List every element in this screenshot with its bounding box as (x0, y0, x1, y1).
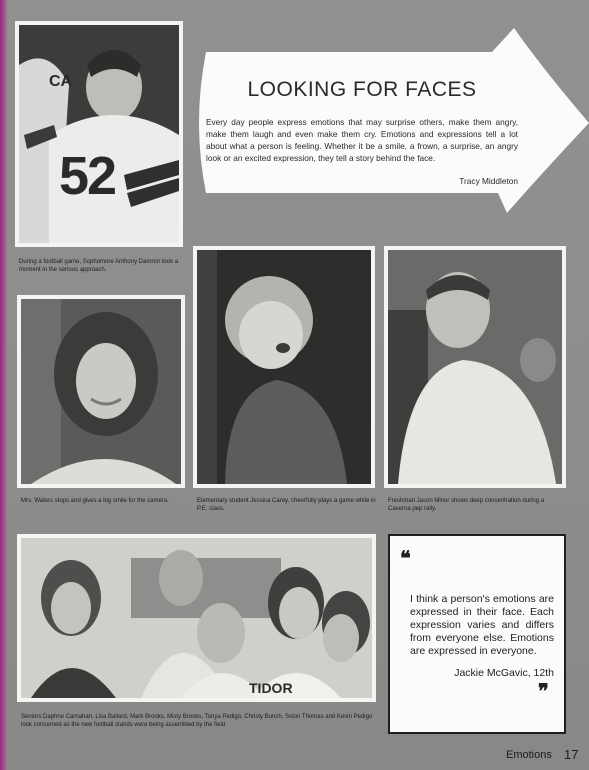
photo-football-player (15, 21, 183, 247)
photo-jason-minor (384, 246, 566, 488)
footer-section-label: Emotions (506, 749, 552, 761)
jason-minor-illustration (388, 250, 562, 484)
article-title: LOOKING FOR FACES (247, 78, 477, 101)
shirt-text: TIDOR (249, 680, 293, 696)
helmet-text: CA (49, 73, 73, 90)
open-quote-mark: ❝ (400, 546, 411, 570)
caption-mrs-waters: Mrs. Waters stops and gives a big smile for the camera. (21, 498, 169, 504)
quote-text: I think a person's emotions are expressed in their face. Each expression varies and differs from everyone else. Emotions are expressed in everyone. (410, 593, 554, 657)
caption-jessica-carey: Elementary student Jessica Carey, cheerfully plays a game while in P.E. class. (197, 498, 376, 512)
photo-jessica-carey (193, 246, 375, 488)
page-binding-edge (0, 0, 7, 770)
article-body: Every day people express emotions that may surprise others, make them angry, make them laugh and even make them cry. Emotions and expressions tell a lot about what a person is feeling. Whether it be a smile, a frown, a surprise, an angry look or an excited expression, they tell a story behind the face. (206, 117, 518, 163)
caption-jason-minor: Freshman Jason Minor shows deep concentration during a Caverna pep rally. (388, 498, 545, 512)
photo-mrs-waters (17, 295, 185, 488)
close-quote-mark: ❞ (538, 679, 549, 703)
quote-box (388, 534, 566, 734)
football-player-illustration (19, 25, 179, 243)
jessica-carey-illustration (197, 250, 371, 484)
caption-seniors: Seniors Daphne Carnahan, Lisa Ballard, Mark Brooks, Misty Brooks, Tonya Pedigo, Christy Bunch, Solon Thomas and Kevin Pedigo look concerned as the new football stands were being assembled by the field. (21, 714, 373, 728)
quote-author: Jackie McGavic, 12th (454, 667, 554, 679)
footer-page-number: 17 (564, 747, 579, 762)
photo-seniors-group (17, 534, 376, 702)
caption-football: During a football game, Sophomore Anthony Damron took a moment in the serious approach. (19, 259, 179, 273)
jersey-number-text: 52 (59, 146, 116, 206)
article-author: Tracy Middleton (459, 176, 518, 186)
seniors-group-illustration (21, 538, 372, 698)
mrs-waters-illustration (21, 299, 181, 484)
